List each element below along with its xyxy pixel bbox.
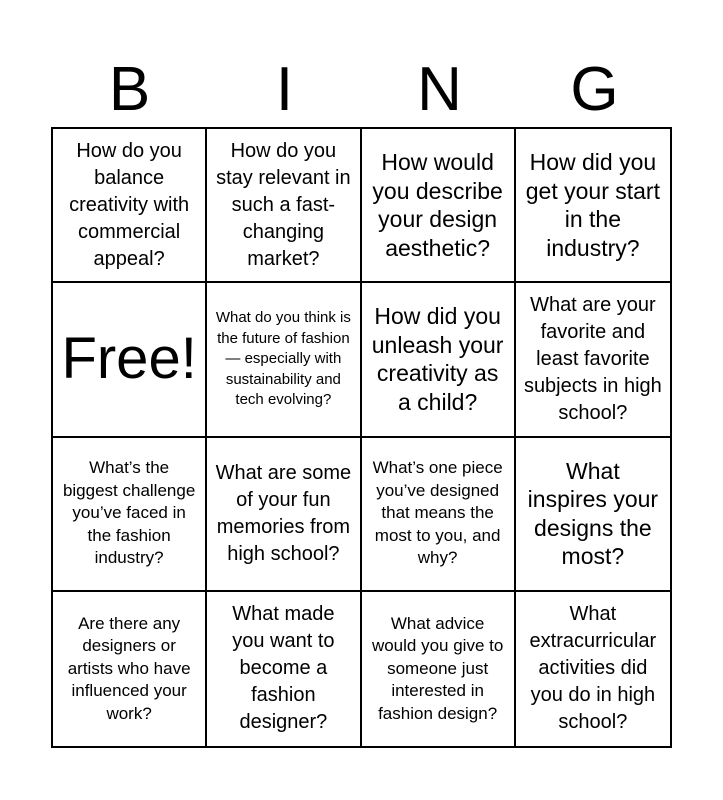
cell-text: What are some of your fun memories from high school? [215,461,352,565]
cell-text: What made you want to become a fashion designer? [232,603,335,734]
cell-text: What’s the biggest challenge you’ve faced in the fashion industry? [62,458,196,568]
bingo-header [52,55,672,125]
cell-text: What inspires your designs the most? [527,457,659,570]
bingo-cell[interactable] [207,592,361,746]
free-space-text: Free! [61,326,197,392]
header-letter-g: G [570,55,619,124]
free-space-cell[interactable] [53,283,207,437]
cell-text: How did you unleash your creativity as a child? [371,303,504,415]
bingo-cell[interactable] [207,283,361,437]
cell-text: How do you balance creativity with commercial appeal? [69,139,190,270]
cell-text: How would you describe your design aesthetic? [372,149,503,261]
bingo-cell[interactable] [516,438,670,592]
cell-text: Are there any designers or artists who have influenced your work? [67,613,191,723]
cell-text: How do you stay relevant in such a fast-changing market? [216,139,351,270]
bingo-grid [51,127,672,748]
cell-text: What extracurricular activities did you do in high school? [529,603,657,734]
bingo-cell[interactable] [516,592,670,746]
bingo-cell[interactable] [516,283,670,437]
bingo-cell[interactable] [207,438,361,592]
bingo-cell[interactable] [53,592,207,746]
cell-text: What are your favorite and least favorite subjects in high school? [523,293,662,424]
bingo-cell[interactable] [53,438,207,592]
bingo-cell[interactable] [362,438,516,592]
bingo-cell[interactable] [516,129,670,283]
header-letter-i: I [275,55,294,124]
bingo-cell[interactable] [53,129,207,283]
cell-text: What do you think is the future of fashion — especially with sustainability and tech evolving? [215,309,351,409]
header-letter-n: N [417,55,462,124]
header-letter-b: B [108,55,151,124]
bingo-cell[interactable] [362,129,516,283]
bingo-cell[interactable] [362,283,516,437]
bingo-cell[interactable] [362,592,516,746]
cell-text: What’s one piece you’ve designed that means the most to you, and why? [372,458,503,568]
cell-text: What advice would you give to someone just interested in fashion design? [371,613,504,723]
cell-text: How did you get your start in the industry? [525,149,660,261]
bingo-cell[interactable] [207,129,361,283]
